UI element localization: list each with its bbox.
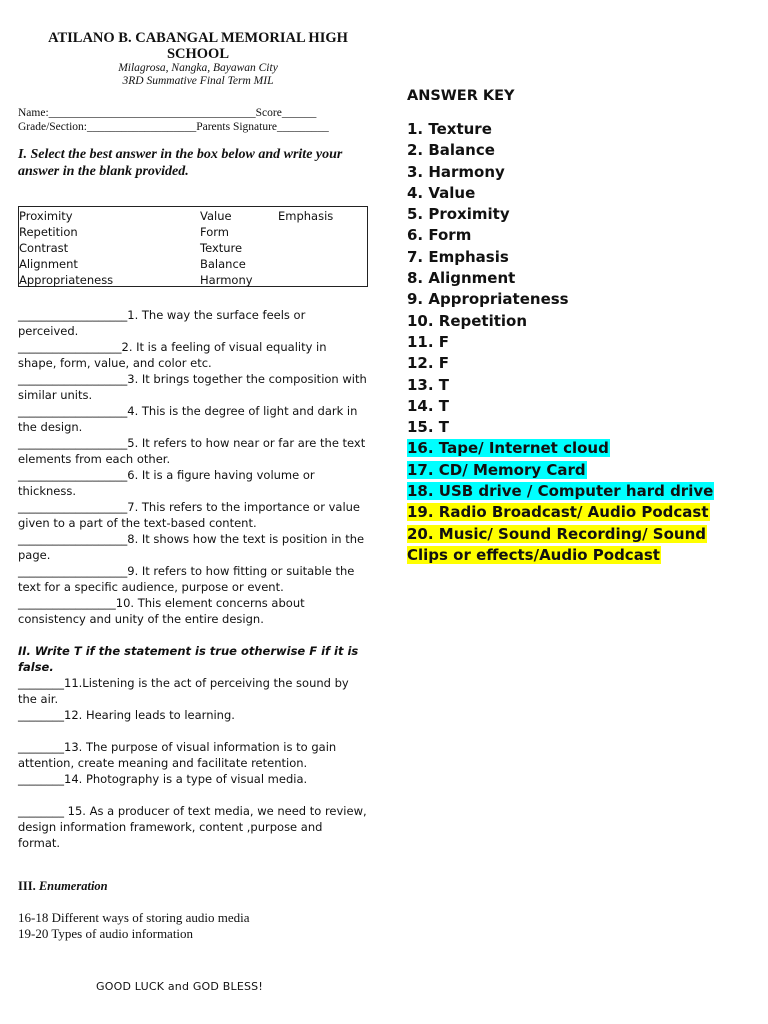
answer-item: 2. Balance xyxy=(407,141,495,160)
answer-item: 3. Harmony xyxy=(407,162,505,181)
answer-item-highlighted: 20. Music/ Sound Recording/ Sound xyxy=(407,524,707,543)
name-score-line: Name:____________________________________Score______ xyxy=(18,107,317,119)
closing-message: GOOD LUCK and GOD BLESS! xyxy=(96,980,263,993)
choice: Value xyxy=(200,209,232,223)
question-item: ________11.Listening is the act of perceiving the sound by the air. xyxy=(18,676,349,706)
question-item: ________12. Hearing leads to learning. xyxy=(18,708,235,722)
choice: Appropriateness xyxy=(19,273,114,287)
school-name: ATILANO B. CABANGAL MEMORIAL HIGH SCHOOL xyxy=(48,30,348,62)
answer-item: 10. Repetition xyxy=(407,311,528,330)
question-item: ___________________9. It refers to how fitting or suitable the text for a specific audience, purpose or event. xyxy=(18,564,355,594)
choices-column-2 xyxy=(200,208,253,288)
question-item: ___________________4. This is the degree of light and dark in the design. xyxy=(18,404,358,434)
question-item: _________________10. This element concerns about consistency and unity of the entire design. xyxy=(18,596,305,626)
answer-item-highlighted: 16. Tape/ Internet cloud xyxy=(407,439,609,458)
answer-item: 15. T xyxy=(407,418,450,437)
choices-column-3 xyxy=(278,208,333,224)
answer-item: 11. F xyxy=(407,332,450,351)
choice: Form xyxy=(200,225,229,239)
part2-instruction: II. Write T if the statement is true otherwise F if it is false. xyxy=(18,644,359,674)
grade-signature-line: Grade/Section:___________________Parents Signature_________ xyxy=(18,121,329,133)
part1-questions xyxy=(18,307,368,627)
choice: Balance xyxy=(200,257,246,271)
answer-item: 14. T xyxy=(407,396,450,415)
answer-item: 5. Proximity xyxy=(407,205,510,224)
choices-box xyxy=(18,206,368,287)
question-item: ___________________7. This refers to the importance or value given to a part of the text-based content. xyxy=(18,500,361,530)
answer-item-highlighted: 19. Radio Broadcast/ Audio Podcast xyxy=(407,503,709,522)
exam-title: 3RD Summative Final Term MIL xyxy=(122,75,274,87)
question-item: ___________________3. It brings together the composition with similar units. xyxy=(18,372,367,402)
choice: Emphasis xyxy=(278,209,334,223)
choice: Contrast xyxy=(19,241,69,255)
choice: Alignment xyxy=(19,257,78,271)
enumeration-items xyxy=(18,910,368,942)
choices-column-1 xyxy=(19,208,113,288)
question-item: __________________2. It is a feeling of visual equality in shape, form, value, and color etc. xyxy=(18,340,327,370)
question-item: ___________________5. It refers to how near or far are the text elements from each other. xyxy=(18,436,366,466)
choice: Harmony xyxy=(200,273,253,287)
part3-title: Enumeration xyxy=(38,879,108,893)
part3-number: III. xyxy=(18,879,36,893)
school-address: Milagrosa, Nangka, Bayawan City xyxy=(118,62,278,74)
answer-key-title: ANSWER KEY xyxy=(407,88,515,104)
answer-item: 8. Alignment xyxy=(407,269,516,288)
question-item: ___________________6. It is a figure having volume or thickness. xyxy=(18,468,315,498)
question-item: ________13. The purpose of visual information is to gain attention, create meaning and facilitate retention. xyxy=(18,740,337,770)
choice: Texture xyxy=(200,241,243,255)
enumeration-item: 16-18 Different ways of storing audio media xyxy=(18,910,250,925)
answer-item: 12. F xyxy=(407,354,450,373)
answer-key xyxy=(407,88,752,566)
enumeration-item: 19-20 Types of audio information xyxy=(18,926,194,941)
question-item: ___________________8. It shows how the text is position in the page. xyxy=(18,532,365,562)
answer-item: 1. Texture xyxy=(407,120,492,138)
answer-item: 13. T xyxy=(407,375,450,394)
answer-item: 4. Value xyxy=(407,183,476,202)
part3-heading xyxy=(18,879,368,894)
answer-item: 6. Form xyxy=(407,226,472,245)
answer-item-highlighted: Clips or effects/Audio Podcast xyxy=(407,545,660,564)
part1-instruction: I. Select the best answer in the box below and write your answer in the blank provided. xyxy=(18,147,343,179)
choice: Repetition xyxy=(19,225,78,239)
question-item: ___________________1. The way the surface feels or perceived. xyxy=(18,308,306,338)
quiz-sheet xyxy=(18,30,368,993)
question-item: ________ 15. As a producer of text media, we need to review, design information framework, content ,purpose and format. xyxy=(18,804,367,850)
choice: Proximity xyxy=(19,209,73,223)
answer-item: 7. Emphasis xyxy=(407,247,509,266)
answer-item-highlighted: 17. CD/ Memory Card xyxy=(407,460,586,479)
answer-item-highlighted: 18. USB drive / Computer hard drive xyxy=(407,482,714,501)
answer-item: 9. Appropriateness xyxy=(407,290,569,309)
question-item: ________14. Photography is a type of visual media. xyxy=(18,772,308,786)
